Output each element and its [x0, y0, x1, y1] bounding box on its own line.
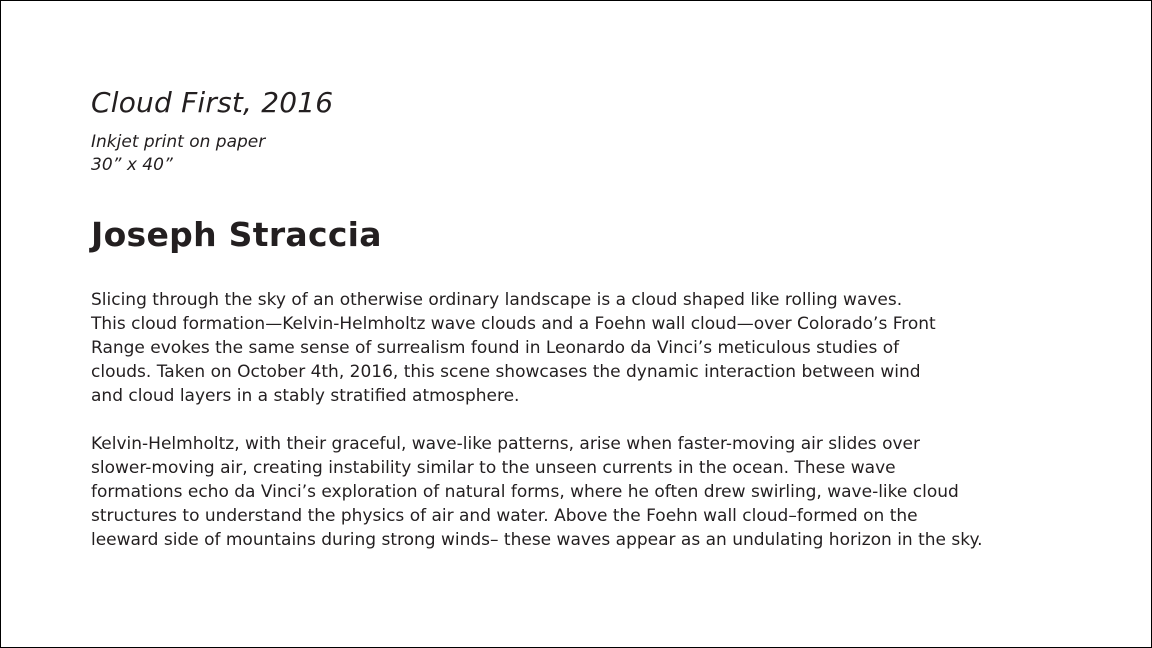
label-content — [91, 85, 1091, 552]
artwork-medium: Inkjet print on paper — [91, 132, 266, 152]
artist-name: Joseph Straccia — [91, 215, 382, 254]
artwork-title: Cloud First, 2016 — [91, 86, 334, 119]
artwork-dimensions: 30” x 40” — [91, 155, 173, 175]
description-paragraph-1: Slicing through the sky of an otherwise ordinary landscape is a cloud shaped like rolling waves. This cloud formation—Kelvin-Helmholtz wave clouds and a Foehn wall cloud—over Colorado’s Front Range evokes the same sense of surrealism found in Leonardo da Vinci’s meticulous studies of clouds. Taken on October 4th, 2016, this scene showcases the dynamic interaction between wind and cloud layers in a stably stratified atmosphere. — [91, 290, 936, 406]
description-paragraph-2: Kelvin-Helmholtz, with their graceful, wave-like patterns, arise when faster-moving air slides over slower-moving air, creating instability similar to the unseen currents in the ocean. These wave formations echo da Vinci’s exploration of natural forms, where he often drew swirling, wave-like cloud structures to understand the physics of air and water. Above the Foehn wall cloud–formed on the leeward side of mountains during strong winds– these waves appear as an undulating horizon in the sky. — [91, 434, 983, 550]
